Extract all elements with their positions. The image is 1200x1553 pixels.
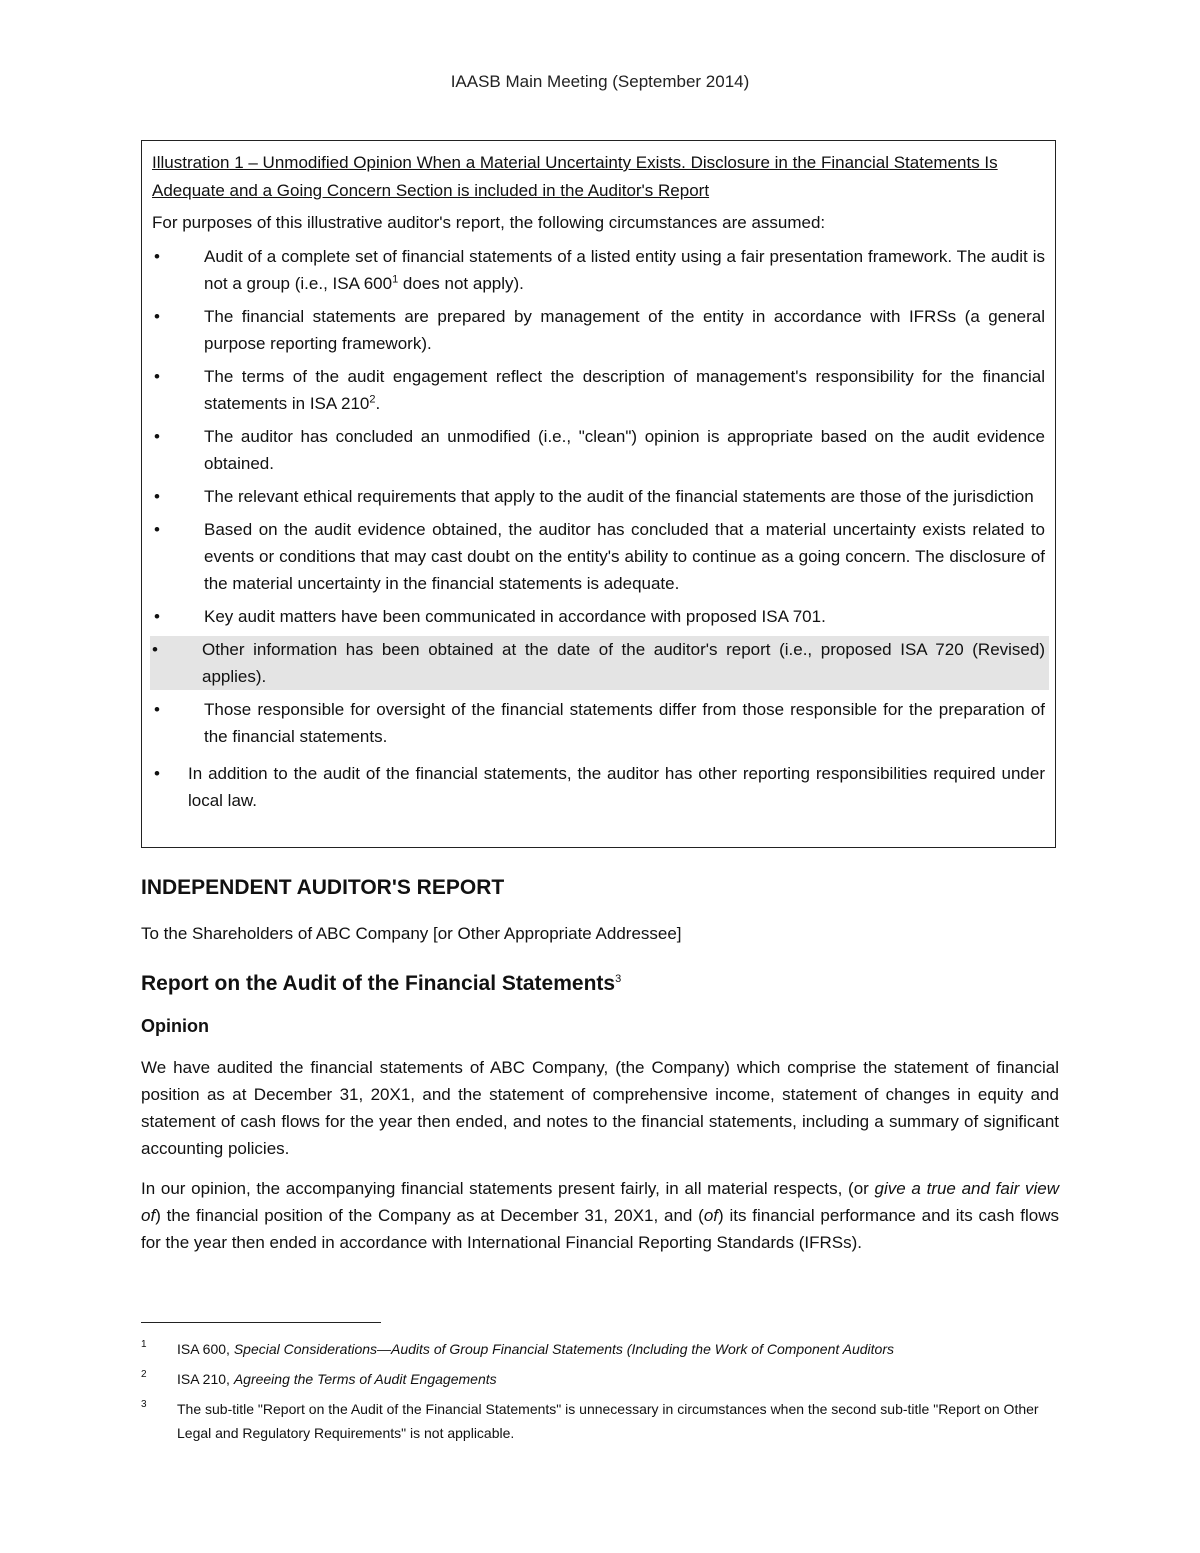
list-item: • The auditor has concluded an unmodified (i.e., "clean") opinion is appropriate based on the audit evidence obtained. (152, 423, 1045, 477)
bullet-icon: • (154, 700, 160, 719)
running-header: IAASB Main Meeting (September 2014) (450, 72, 750, 91)
footnote-number: 2 (141, 1369, 147, 1380)
list-item-highlighted: • Other information has been obtained at the date of the auditor's report (i.e., proposed ISA 720 (Revised) applies). (150, 636, 1049, 690)
list-item: • Key audit matters have been communicated in accordance with proposed ISA 701. (152, 603, 1045, 630)
list-item: • Based on the audit evidence obtained, the auditor has concluded that a material uncertainty exists related to events or conditions that may cast doubt on the entity's ability to continue as a going concern. The disclosure of the material uncertainty in the financial statements is adequate. (152, 516, 1045, 597)
footnote-number: 1 (141, 1339, 147, 1350)
bullet-icon: • (154, 487, 160, 506)
bullet-icon: • (152, 640, 158, 659)
opinion-paragraph-2: In our opinion, the accompanying financial statements present fairly, in all material respects, (or give a true and fair view of) the financial position of the Company as at December 31, 20X1, and (of) its financial performance and its cash flows for the year then ended in accordance with International Financial Reporting Standards (IFRSs). (141, 1179, 1060, 1252)
bullet-icon: • (154, 764, 160, 783)
footnote-ref[interactable]: 3 (615, 973, 622, 985)
footnote: 2 ISA 210, Agreeing the Terms of Audit Engagements (141, 1367, 1061, 1391)
list-item: • Those responsible for oversight of the financial statements differ from those responsible for the preparation of the financial statements. (152, 696, 1045, 750)
bullet-icon: • (154, 427, 160, 446)
footnote-divider (141, 1322, 381, 1323)
report-addressee: To the Shareholders of ABC Company [or Other Appropriate Addressee] (141, 924, 682, 943)
illustration-box (141, 140, 1056, 848)
list-item: • Audit of a complete set of financial statements of a listed entity using a fair presentation framework. The audit is not a group (i.e., ISA 600$^1$ does not apply). (152, 243, 1045, 297)
bullet-icon: • (154, 607, 160, 626)
bullet-icon: • (154, 247, 160, 266)
bullet-icon: • (154, 307, 160, 326)
bullet-icon: • (154, 520, 160, 539)
footnote-number: 3 (141, 1399, 147, 1410)
list-item: • The financial statements are prepared by management of the entity in accordance with IFRSs (a general purpose reporting framework). (152, 303, 1045, 357)
footnote: 1 ISA 600, Special Considerations—Audits of Group Financial Statements (Including the Work of Component Auditors (141, 1337, 1061, 1361)
opinion-paragraph-1: We have audited the financial statements of ABC Company, (the Company) which comprise the statement of financial position as at December 31, 20X1, and the statement of comprehensive income, statement of changes in equity and statement of cash flows for the year then ended, and notes to the financial statements, including a summary of significant accounting policies. (141, 1058, 1059, 1158)
footnote-ref[interactable]: 1 (392, 273, 399, 286)
bullet-icon: • (154, 367, 160, 386)
assumptions-list (152, 243, 1045, 814)
section-title: Report on the Audit of the Financial Statements$^3$ (141, 972, 622, 995)
illustration-intro: For purposes of this illustrative auditor's report, the following circumstances are assumed: (152, 213, 826, 232)
footnote: 3 The sub-title "Report on the Audit of the Financial Statements" is unnecessary in circumstances when the second sub-title "Report on Other Legal and Regulatory Requirements" is not applicable. (141, 1397, 1061, 1445)
list-item: • The terms of the audit engagement reflect the description of management's responsibility for the financial statements in ISA 210$^2$. (152, 363, 1045, 417)
illustration-title: Illustration 1 – Unmodified Opinion When a Material Uncertainty Exists. Disclosure in the Financial Statements Is Adequate and a Going Concern Section is included in the Auditor's Report (152, 153, 998, 200)
subsection-title: Opinion (141, 1016, 209, 1036)
list-item: • The relevant ethical requirements that apply to the audit of the financial statements are those of the jurisdiction (152, 483, 1045, 510)
footnote-ref[interactable]: 2 (369, 393, 376, 406)
report-title: INDEPENDENT AUDITOR'S REPORT (141, 876, 505, 899)
list-item: • In addition to the audit of the financial statements, the auditor has other reporting responsibilities required under local law. (152, 760, 1045, 814)
